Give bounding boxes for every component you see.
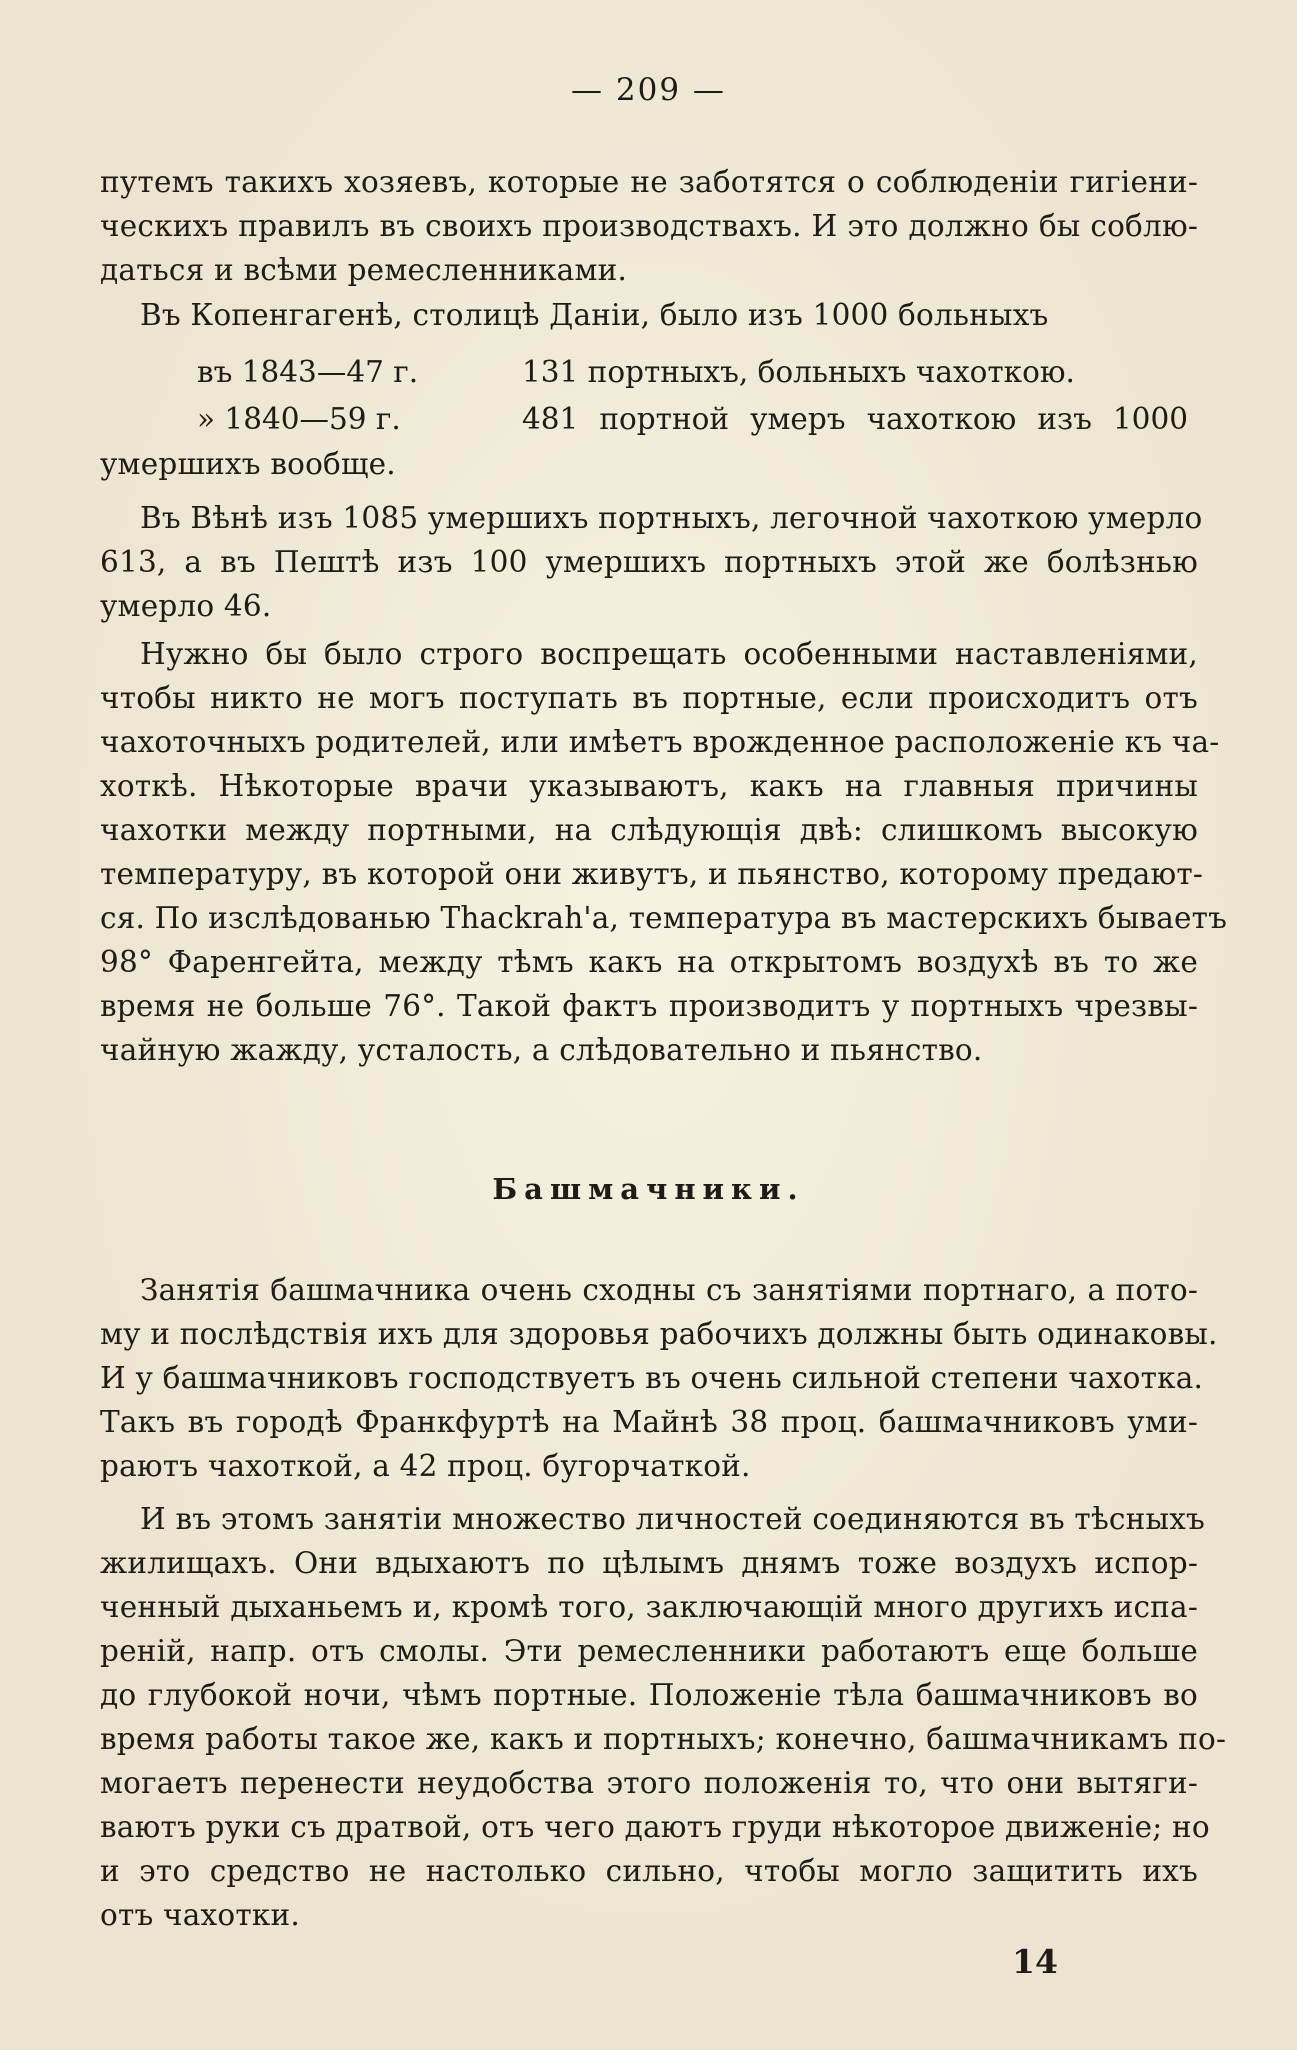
- section-heading: Башмачники.: [492, 1172, 805, 1206]
- paragraph-recommendation: [100, 632, 1228, 1072]
- text-line: му и послѣдствія ихъ для здоровья рабочихъ должны быть одинаковы.: [100, 1317, 1218, 1351]
- text-line: 98° Фаренгейта, между тѣмъ какъ на открытомъ воздухѣ въ то же: [100, 945, 1198, 979]
- stat-period-1: въ 1843—47 г.: [197, 355, 419, 389]
- paragraph-shoemakers-2: [100, 1497, 1227, 1937]
- text-line: до глубокой ночи, чѣмъ портные. Положеніе тѣла башмачниковъ во: [100, 1678, 1198, 1712]
- text-line: хоткѣ. Нѣкоторые врачи указываютъ, какъ на главныя причины: [100, 769, 1198, 803]
- text-line: Нужно бы было строго воспрещать особенными наставленіями,: [140, 637, 1198, 671]
- text-line: умершихъ вообще.: [100, 447, 396, 481]
- paragraph-vienna: [100, 496, 1203, 628]
- text-line: И въ этомъ занятіи множество личностей соединяются въ тѣсныхъ: [140, 1502, 1205, 1536]
- text-line: путемъ такихъ хозяевъ, которые не заботятся о соблюденіи гигіени-: [100, 165, 1198, 199]
- text-line: умерло 46.: [100, 589, 272, 623]
- text-line: и это средство не настолько сильно, чтобы могло защитить ихъ: [100, 1854, 1198, 1888]
- text-line: время работы такое же, какъ и портныхъ; конечно, башмачникамъ по-: [100, 1722, 1227, 1756]
- paragraph-shoemakers-1: [100, 1268, 1218, 1488]
- text-line: чтобы никто не могъ поступать въ портные, если происходитъ отъ: [100, 681, 1198, 715]
- text-line: ваютъ руки съ дратвой, отъ чего даютъ груди нѣкоторое движеніе; но: [100, 1810, 1210, 1844]
- text-line: отъ чахотки.: [100, 1898, 300, 1932]
- text-line: реній, напр. отъ смолы. Эти ремесленники работаютъ еще больше: [100, 1634, 1198, 1668]
- text-line: Въ Вѣнѣ изъ 1085 умершихъ портныхъ, легочной чахоткою умерло: [140, 501, 1203, 535]
- text-line: чайную жажду, усталость, а слѣдовательно и пьянство.: [100, 1033, 983, 1067]
- signature-mark: 14: [1012, 1942, 1058, 1981]
- text-line: могаетъ перенести неудобства этого положенія то, что они вытяги-: [100, 1766, 1198, 1800]
- text-line: раютъ чахоткой, а 42 проц. бугорчаткой.: [100, 1449, 751, 1483]
- paragraph-copenhagen: [100, 293, 1198, 337]
- page-number: — 209 —: [571, 72, 726, 108]
- paragraph-copenhagen-cont: [100, 442, 1198, 486]
- stat-text-2: 481 портной умеръ чахоткою изъ 1000: [522, 402, 1188, 436]
- text-line: жилищахъ. Они вдыхаютъ по цѣлымъ днямъ тоже воздухъ испор-: [100, 1546, 1198, 1580]
- text-line: Занятія башмачника очень сходны съ занятіями портнаго, а пото-: [140, 1273, 1198, 1307]
- text-line: ческихъ правилъ въ своихъ производствахъ. И это должно бы соблю-: [100, 209, 1198, 243]
- stat-text-1: 131 портныхъ, больныхъ чахоткою.: [522, 355, 1075, 389]
- text-line: температуру, въ которой они живутъ, и пьянство, которому предают-: [100, 857, 1204, 891]
- text-line: чахотки между портными, на слѣдующія двѣ: слишкомъ высокую: [100, 813, 1198, 847]
- text-line: 613, а въ Пештѣ изъ 100 умершихъ портныхъ этой же болѣзнью: [100, 545, 1198, 579]
- text-line: Такъ въ городѣ Франкфуртѣ на Майнѣ 38 проц. башмачниковъ уми-: [100, 1405, 1198, 1439]
- text-line: чахоточныхъ родителей, или имѣетъ врожденное расположеніе къ ча-: [100, 725, 1220, 759]
- text-line: И у башмачниковъ господствуетъ въ очень сильной степени чахотка.: [100, 1361, 1204, 1395]
- text-line: время не больше 76°. Такой фактъ производитъ у портныхъ чрезвы-: [100, 989, 1198, 1023]
- text-line: ся. По изслѣдованью Thackrah'a, температура въ мастерскихъ бываетъ: [100, 901, 1228, 935]
- text-line: Въ Копенгагенѣ, столицѣ Даніи, было изъ 1000 больныхъ: [140, 298, 1049, 332]
- text-line: ченный дыханьемъ и, кромѣ того, заключающій много другихъ испа-: [100, 1590, 1198, 1624]
- stat-period-2: » 1840—59 г.: [197, 402, 401, 436]
- text-line: даться и всѣми ремесленниками.: [100, 253, 628, 287]
- paragraph-intro: [100, 160, 1198, 292]
